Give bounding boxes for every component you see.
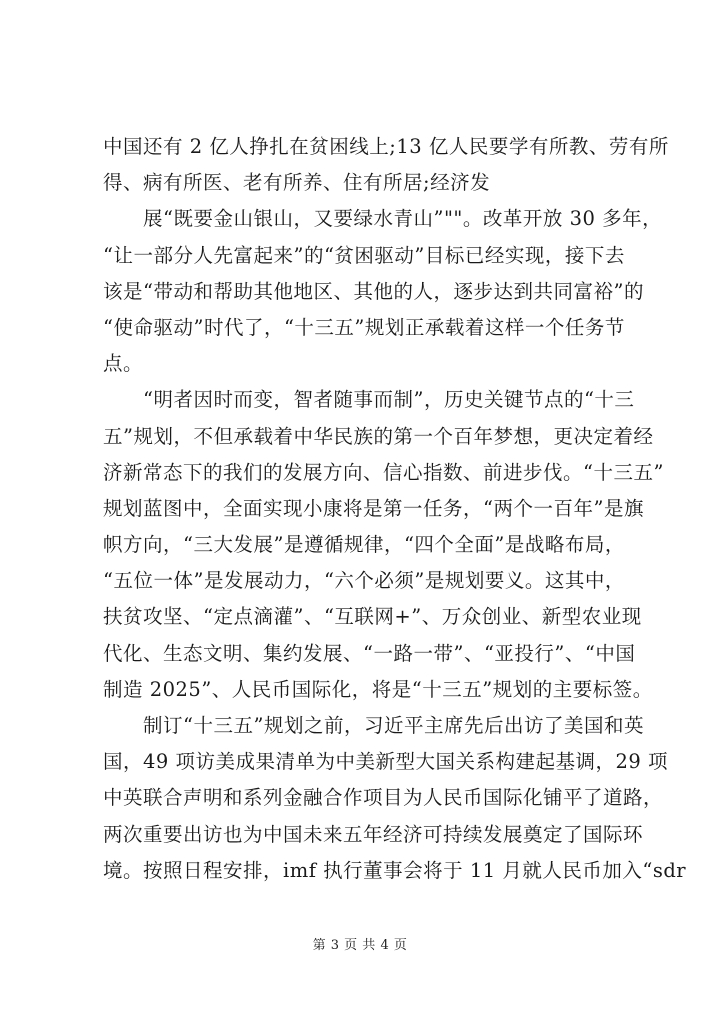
body-text: [103, 129, 687, 889]
text-line: 制造 2025”、人民币国际化，将是“十三五”规划的主要标签。: [103, 677, 653, 701]
text-line: 国，49 项访美成果清单为中美新型大国关系构建起基调，29 项: [103, 750, 669, 774]
text-line: 代化、生态文明、集约发展、“一路一带”、“亚投行”、“中国: [103, 641, 636, 665]
text-line: 制订“十三五”规划之前，习近平主席先后出访了美国和英: [143, 714, 644, 737]
text-line: “五位一体”是发展动力，“六个必须”是规划要义。这其中，: [103, 569, 625, 593]
text-line: 扶贫攻坚、“定点滴灌”、“互联网+”、万众创业、新型农业现: [103, 605, 642, 629]
text-line: 展“既要金山银山，又要绿水青山”""。改革开放 30 多年，: [143, 207, 663, 231]
text-line: 中英联合声明和系列金融合作项目为人民币国际化铺平了道路，: [103, 786, 664, 810]
text-line: 得、病有所医、老有所养、住有所居;经济发: [103, 171, 491, 195]
text-line: “让一部分人先富起来”的“贫困驱动”目标已经实现，接下去: [103, 243, 625, 267]
text-line: 两次重要出访也为中国未来五年经济可持续发展奠定了国际环: [103, 822, 644, 846]
text-line: “明者因时而变，智者随事而制”，历史关键节点的“十三: [143, 388, 635, 412]
text-line: 该是“带动和帮助其他地区、其他的人，逐步达到共同富裕”的: [103, 279, 644, 303]
text-line: “使命驱动”时代了，“十三五”规划正承载着这样一个任务节: [103, 315, 625, 339]
text-line: 五”规划，不但承载着中华民族的第一个百年梦想，更决定着经: [103, 424, 654, 448]
text-line: 中国还有 2 亿人挣扎在贫困线上;13 亿人民要学有所教、劳有所: [103, 135, 669, 158]
text-line: 境。按照日程安排，imf 执行董事会将于 11 月就人民币加入“sdr: [103, 858, 687, 882]
text-line: 济新常态下的我们的发展方向、信心指数、前进步伐。“十三五”: [103, 460, 664, 484]
text-line: 帜方向，“三大发展”是遵循规律，“四个全面”是战略布局，: [103, 533, 625, 557]
text-line: 规划蓝图中，全面实现小康将是第一任务，“两个一百年”是旗: [103, 496, 644, 520]
text-line: 点。: [103, 352, 144, 376]
page-footer: [0, 934, 720, 953]
page-number: 第 3 页 共 4 页: [312, 938, 408, 953]
